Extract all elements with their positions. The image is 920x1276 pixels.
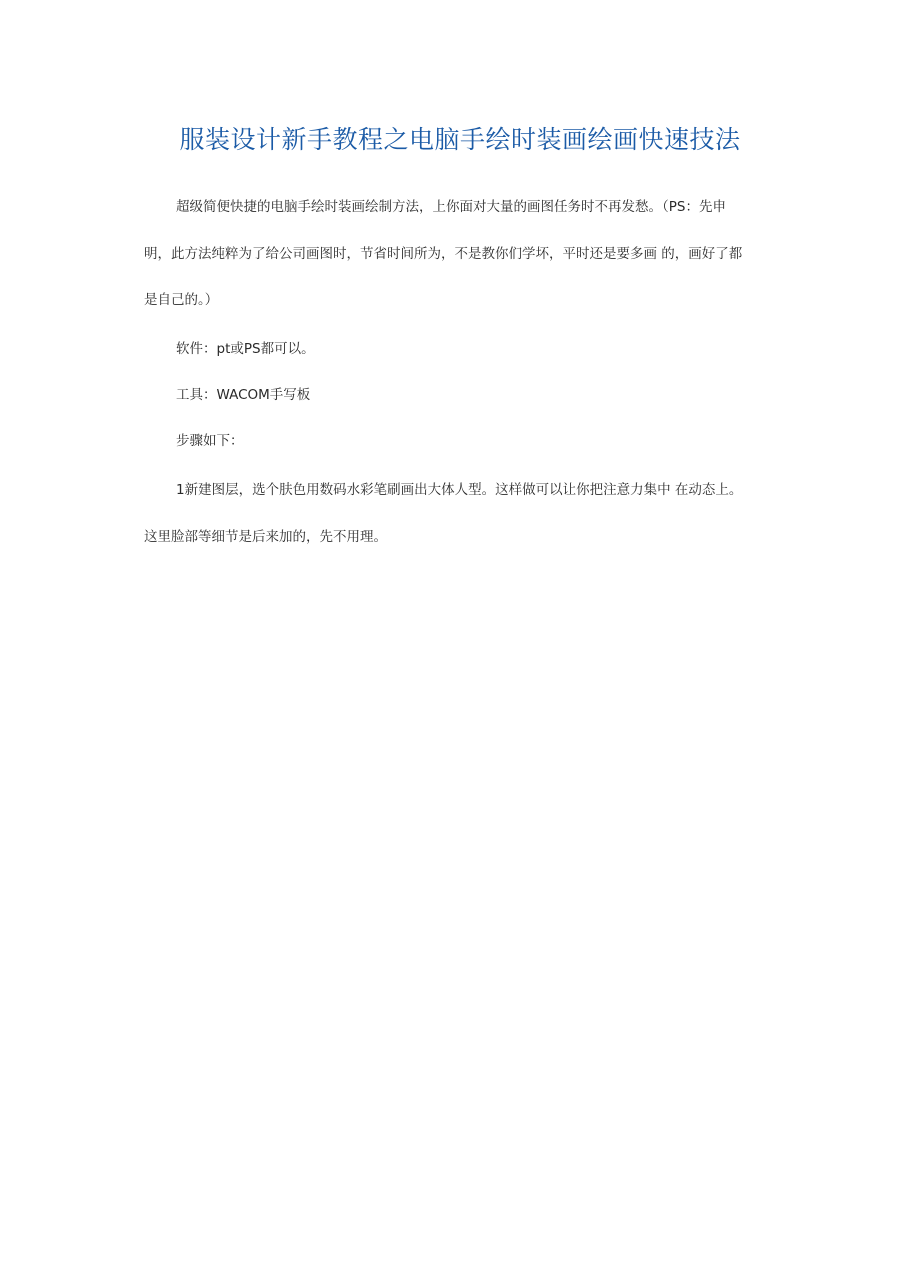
paragraph-step-1-line-1: 1新建图层，选个肤色用数码水彩笔刷画出大体人型。这样做可以让你把注意力集中 在动态上。 [176, 482, 743, 498]
paragraph-step-1-line-2: 这里脸部等细节是后来加的，先不用理。 [144, 529, 387, 545]
document-title: 服装设计新手教程之电脑手绘时装画绘画快速技法 [179, 125, 741, 154]
paragraph-intro-line-1: 超级简便快捷的电脑手绘时装画绘制方法，上你面对大量的画图任务时不再发愁。（PS：先申 [176, 199, 726, 215]
paragraph-intro-line-2: 明，此方法纯粹为了给公司画图时，节省时间所为，不是教你们学坏，平时还是要多画 的，画好了都 [144, 246, 743, 262]
paragraph-tools: 工具：WACOM手写板 [176, 387, 311, 403]
paragraph-intro-line-3: 是自己的。） [144, 292, 219, 308]
paragraph-software: 软件：pt或PS都可以。 [176, 341, 315, 357]
paragraph-steps-heading: 步骤如下： [176, 433, 244, 449]
